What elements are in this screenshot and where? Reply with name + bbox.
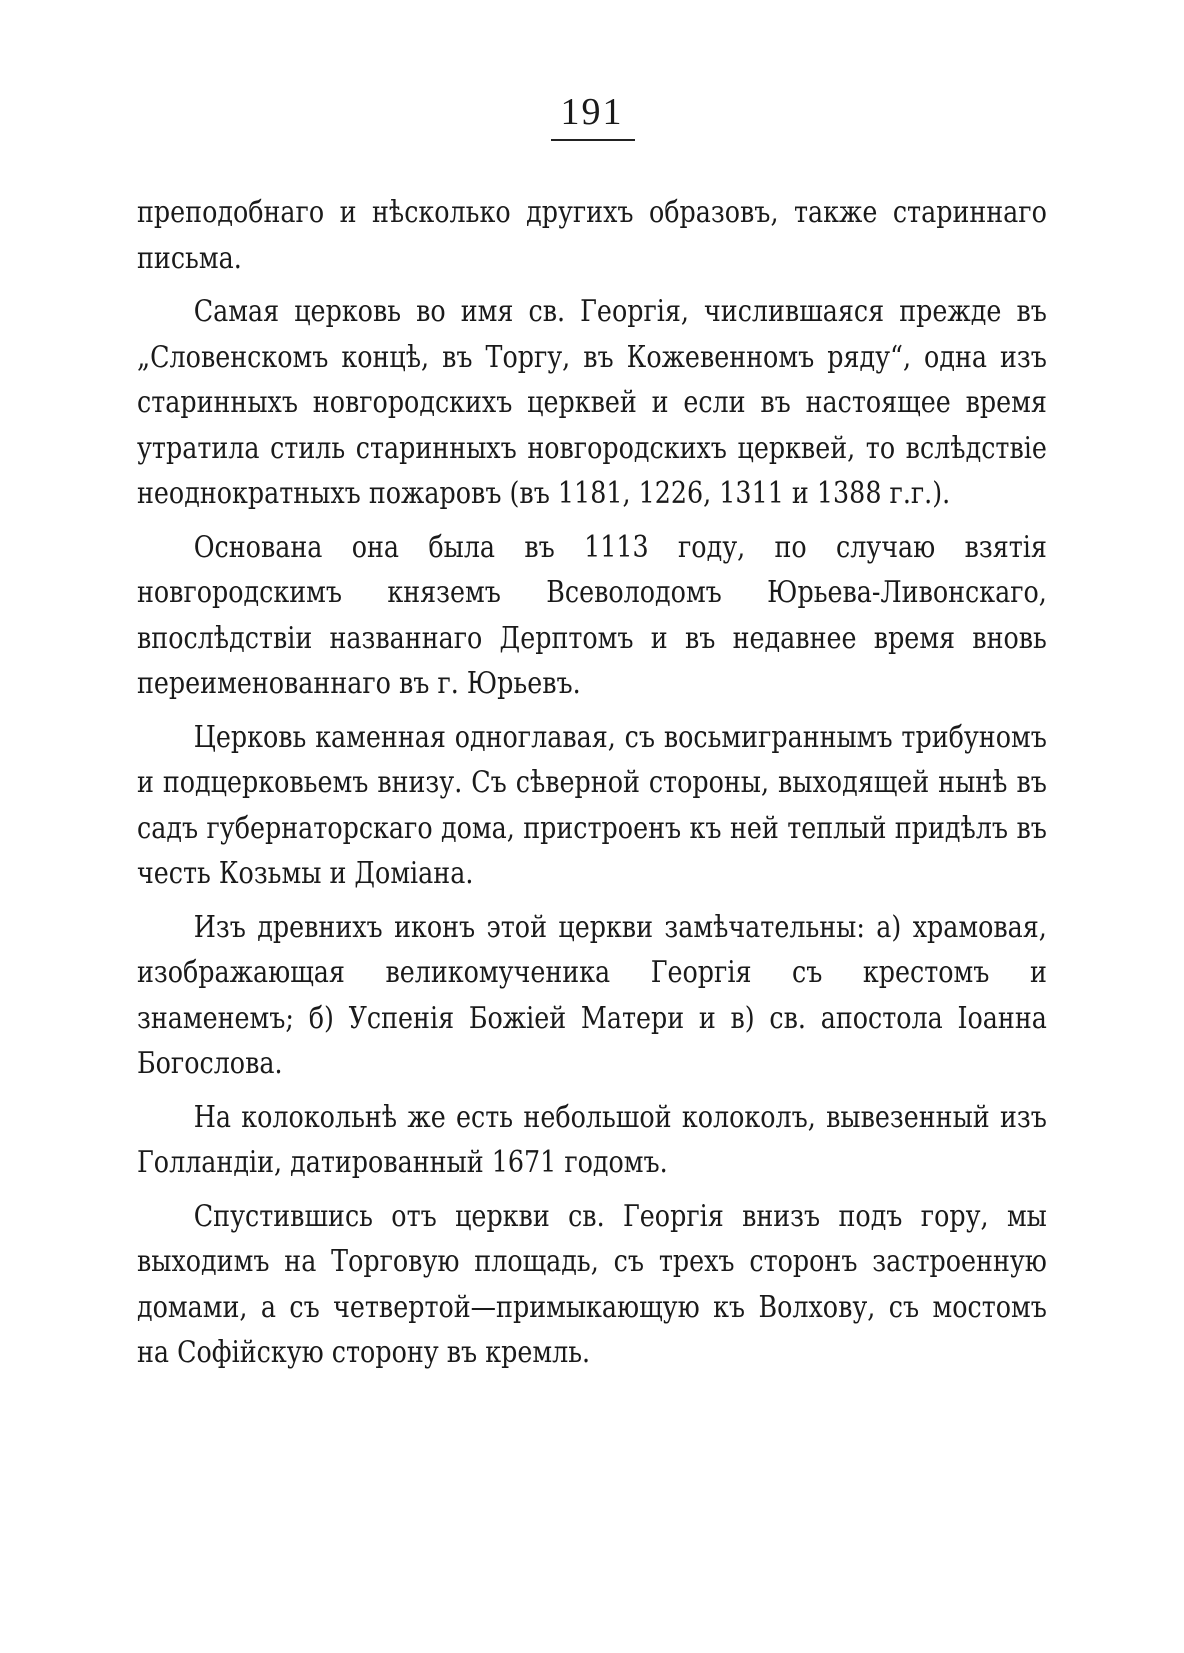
page-number: 191	[560, 91, 624, 133]
paragraph-icons: Изъ древнихъ иконъ этой церкви замѣчательны: а) храмовая, изображающая великомученика Георгія съ крестомъ и знаменемъ; б) Успенія Божіей Матери и в) св. апостола Іоанна Богослова.	[137, 909, 1047, 1080]
page-number-rule	[551, 139, 635, 141]
paragraph-church-description: Самая церковь во имя св. Георгія, числившаяся прежде въ „Словенскомъ концѣ, въ Торгу, въ Кожевенномъ ряду“, одна изъ старинныхъ новгородскихъ церквей и если въ настоящее время утратила стиль старинныхъ новгородскихъ церквей, то вслѣдствіе неоднократныхъ пожаровъ (въ 1181, 1226, 1311 и 1388 г.г.).	[137, 294, 1047, 510]
paragraph-architecture: Церковь каменная одноглавая, съ восьмиграннымъ трибуномъ и подцерковьемъ внизу. Съ сѣверной стороны, выходящей нынѣ въ садъ губернаторскаго дома, пристроенъ къ ней теплый придѣлъ въ честь Козьмы и Доміана.	[137, 719, 1047, 890]
paragraph-continuation: преподобнаго и нѣсколько другихъ образовъ, также стариннаго письма.	[137, 195, 1047, 275]
paragraph-founding: Основана она была въ 1113 году, по случаю взятія новгородскимъ княземъ Всеволодомъ Юрьева-Ливонскаго, впослѣдствіи названнаго Дерптомъ и въ недавнее время вновь переименованнаго въ г. Юрьевъ.	[137, 529, 1047, 700]
body-text	[137, 190, 1047, 1384]
paragraph-bell: На колокольнѣ же есть небольшой колоколъ, вывезенный изъ Голландіи, датированный 1671 годомъ.	[137, 1099, 1047, 1179]
paragraph-market-square: Спустившись отъ церкви св. Георгія внизъ подъ гору, мы выходимъ на Торговую площадь, съ трехъ сторонъ застроенную домами, а съ четвертой—примыкающую къ Волхову, съ мостомъ на Софійскую сторону въ кремль.	[137, 1198, 1047, 1369]
